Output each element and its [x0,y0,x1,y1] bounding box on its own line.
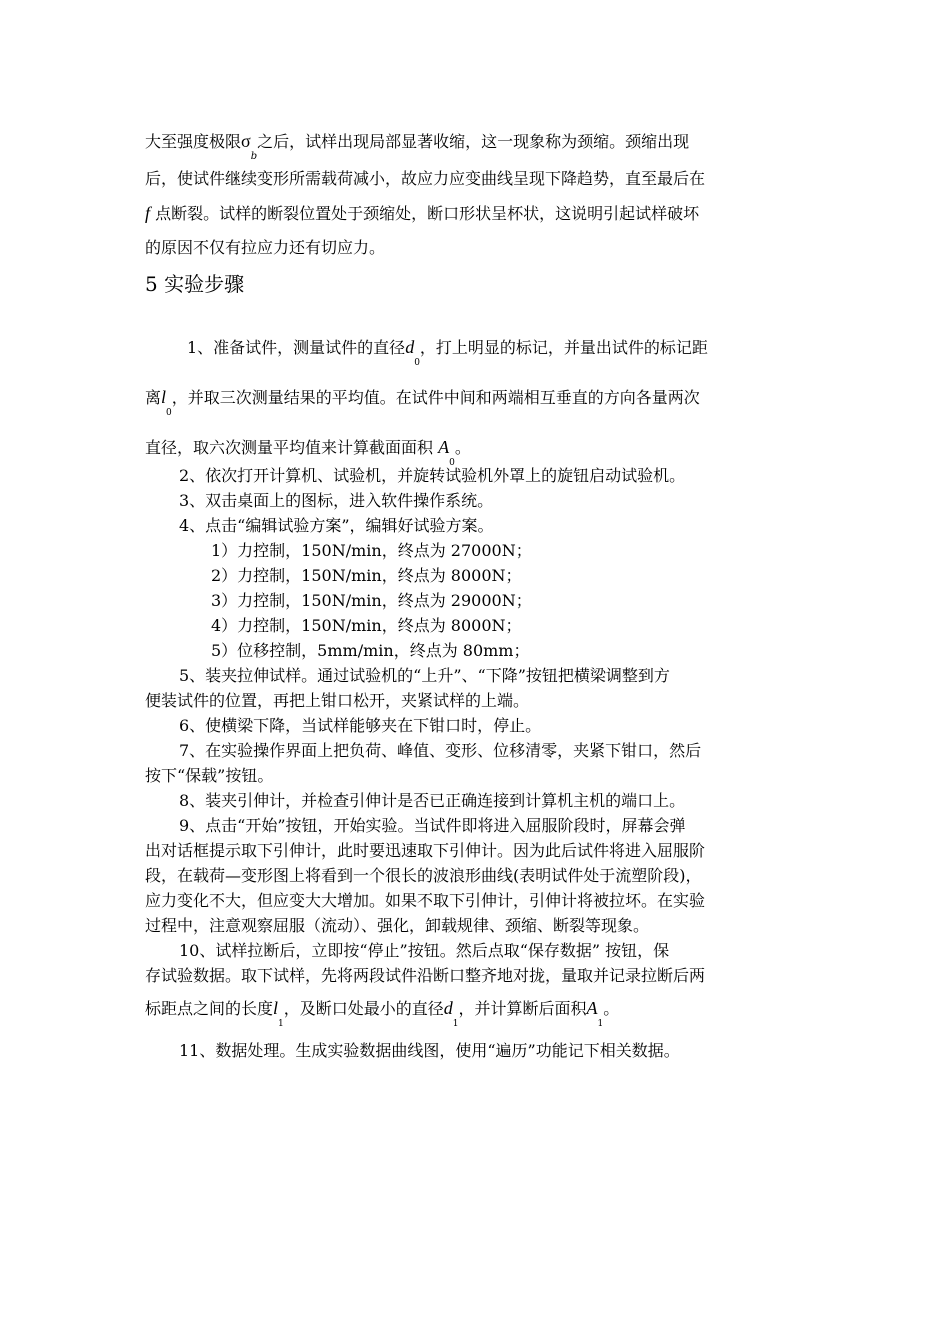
step-10-line-2: 存试验数据。取下试样，先将两段试件沿断口整齐地对拢，量取并记录拉断后两 [145,966,706,985]
step-10-line-3 [145,996,807,1029]
intro-line-3 [145,196,807,231]
step-11-text: 11、数据处理。生成实验数据曲线图，使用“遍历”功能记下相关数据。 [179,1041,680,1060]
subscript-1: 1 [452,1019,459,1029]
step-text: ，并计算断后面积 [458,999,587,1018]
step-11 [145,1039,807,1063]
var-A1: A [586,998,598,1018]
intro-paragraph [145,124,807,265]
step-5-line-1: 5、装夹拉伸试样。通过试验机的“上升”、“下降”按钮把横梁调整到方 [179,666,670,685]
step-5-line-2: 便装试件的位置，再把上钳口松开，夹紧试样的上端。 [145,691,530,710]
subscript-0: 0 [449,458,455,468]
step-text: 1、准备试件，测量试件的直径 [187,338,406,357]
step-9-line-1: 9、点击“开始”按钮，开始实验。当试件即将进入屈服阶段时，屏幕会弹 [179,816,686,835]
step-7-line-2: 按下“保载”按钮。 [145,766,274,785]
intro-line-1 [145,124,807,162]
step-9-line-4: 应力变化不大，但应变大大增加。如果不取下引伸计，引伸计将被拉坏。在实验 [145,891,706,910]
var-d0: d [405,337,415,357]
step-6: 6、使横梁下降，当试样能够夹在下钳口时，停止。 [179,716,542,735]
step-8: 8、装夹引伸计，并检查引伸计是否已正确连接到计算机主机的端口上。 [179,791,686,810]
intro-line-2: 后，使试件继续变形所需载荷减小，故应力应变曲线呈现下降趋势，直至最后在 [145,169,706,188]
step-10-line-1: 10、试样拉断后，立即按“停止”按钮。然后点取“保存数据” 按钮，保 [179,941,670,960]
step-text: 。 [454,438,471,457]
section-heading: 5 实验步骤 [145,272,245,296]
step-text: ，打上明显的标记，并量出试件的标记距 [419,338,708,357]
step-2: 2、依次打开计算机、试验机，并旋转试验机外罩上的旋钮启动试验机。 [179,466,686,485]
step-1-line-1 [145,324,807,374]
step-1-line-2 [145,374,807,424]
var-l0: l [161,387,167,407]
step-3: 3、双击桌面上的图标，进入软件操作系统。 [179,491,494,510]
var-l1: l [273,998,279,1018]
var-d1: d [443,998,453,1018]
step-9-line-3: 段，在载荷—变形图上将看到一个很长的波浪形曲线(表明试件处于流塑阶段)， [145,866,702,885]
intro-text: 大至强度极限 [145,132,242,151]
step-text: 。 [603,999,620,1018]
subscript-1: 1 [278,1019,284,1029]
intro-line-4: 的原因不仅有拉应力还有切应力。 [145,238,386,257]
var-A0: A [438,437,450,457]
step-4-item-1: 1）力控制，150N/min，终点为 27000N； [211,541,532,560]
intro-text: 之后，试样出现局部显著收缩，这一现象称为颈缩。颈缩出现 [257,132,690,151]
step-text: ，及断口处最小的直径 [283,999,444,1018]
intro-text: 点断裂。试样的断裂位置处于颈缩处，断口形状呈杯状，这说明引起试样破坏 [155,204,700,223]
step-text: 直径，取六次测量平均值来计算截面面积 [145,438,434,457]
sigma-symbol: σ [241,131,251,151]
step-7-line-1: 7、在实验操作界面上把负荷、峰值、变形、位移清零，夹紧下钳口，然后 [179,741,702,760]
step-4-item-5: 5）位移控制，5mm/min，终点为 80mm； [211,641,530,660]
subscript-0: 0 [166,408,172,418]
var-f: f [145,203,151,223]
step-4-item-3: 3）力控制，150N/min，终点为 29000N； [211,591,532,610]
step-text: 标距点之间的长度 [145,999,274,1018]
step-9-line-2: 出对话框提示取下引伸计，此时要迅速取下引伸计。因为此后试件将进入屈服阶 [145,841,706,860]
step-4-item-4: 4）力控制，150N/min，终点为 8000N； [211,616,522,635]
steps-list [145,463,807,988]
sigma-subscript: b [250,151,258,162]
step-text: 离 [145,388,162,407]
step-1 [145,324,807,474]
step-4-item-2: 2）力控制，150N/min，终点为 8000N； [211,566,522,585]
subscript-0: 0 [414,358,420,368]
step-4: 4、点击“编辑试验方案”，编辑好试验方案。 [179,516,494,535]
step-9-line-5: 过程中，注意观察屈服（流动）、强化，卸载规律、颈缩、断裂等现象。 [145,916,650,935]
step-text: ，并取三次测量结果的平均值。在试件中间和两端相互垂直的方向各量两次 [171,388,700,407]
subscript-1: 1 [597,1019,604,1029]
